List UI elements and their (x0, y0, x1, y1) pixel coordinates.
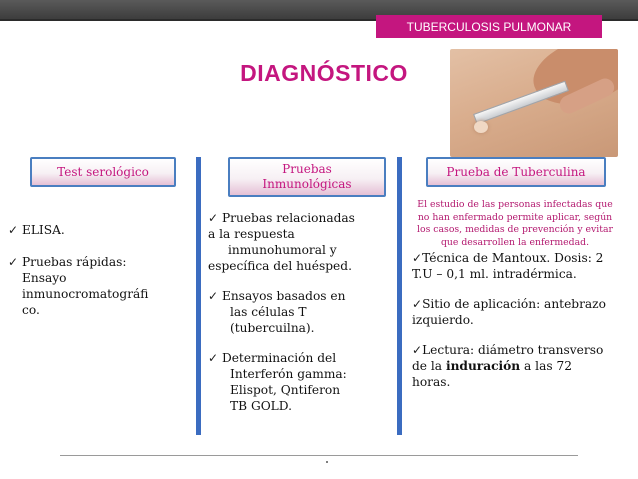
skin-bleb (474, 121, 488, 133)
list-item-text: Lectura: diámetro transverso (422, 343, 604, 357)
list-item-text: Elispot, Qntiferon (230, 383, 341, 397)
list-item (8, 254, 188, 318)
list-item-text: Determinación del (221, 351, 337, 365)
footer-dot (326, 461, 328, 463)
checkmark-icon: ✓ (8, 223, 19, 237)
list-item-text: inmunohumoral y (228, 243, 337, 257)
list-item (8, 222, 188, 238)
list-item-text: las células T (230, 305, 307, 319)
footer-divider (60, 455, 578, 456)
column-header-immunologic-line2: Inmunológicas (262, 177, 352, 191)
list-item (412, 342, 622, 390)
column-divider (196, 157, 201, 435)
list-item-text: Sitio de aplicación: antebrazo (422, 297, 606, 311)
checkmark-icon: ✓ (8, 255, 19, 269)
column-header-serologic: Test serológico (30, 157, 176, 187)
checkmark-icon: ✓ (208, 211, 219, 225)
list-item-text: inmunocromatográfi (22, 287, 149, 301)
list-item-text: Ensayo (22, 271, 67, 285)
column-header-tuberculin: Prueba de Tuberculina (426, 157, 606, 187)
tuberculin-note: El estudio de las personas infectadas que no han enfermado permite aplicar, según los casos, medidas de prevención y evitar que desarrollen la enfermedad. (417, 199, 613, 248)
list-item (412, 296, 622, 328)
checkmark-icon: ✓ (412, 343, 423, 357)
emphasis-text: induración (445, 359, 521, 373)
checkmark-icon: ✓ (412, 251, 423, 265)
list-item (412, 250, 622, 282)
list-item-text: T.U – 0,1 ml. intradérmica. (412, 267, 577, 281)
immunologic-list (208, 210, 390, 428)
list-item-text: (tubercuilna). (230, 321, 315, 335)
list-item-text: TB GOLD. (230, 399, 292, 413)
column-header-immunologic-line1: Pruebas (282, 162, 332, 176)
list-item-text: Interferón gamma: (230, 367, 347, 381)
list-item-text: horas. (412, 375, 451, 389)
column-header-immunologic (228, 157, 386, 197)
list-item-text: Ensayos basados en (221, 289, 346, 303)
list-item-text: Pruebas relacionadas (221, 211, 355, 225)
list-item (208, 288, 390, 336)
tuberculin-list (412, 250, 622, 404)
list-item-text: izquierdo. (412, 313, 474, 327)
list-item-text: a las 72 (520, 359, 572, 373)
list-item-text: a la respuesta (208, 227, 295, 241)
checkmark-icon: ✓ (412, 297, 423, 311)
section-tag: TUBERCULOSIS PULMONAR (376, 15, 602, 38)
list-item-text: co. (22, 303, 40, 317)
list-item-text: Técnica de Mantoux. Dosis: 2 (422, 251, 604, 265)
list-item-text: ELISA. (21, 223, 65, 237)
checkmark-icon: ✓ (208, 351, 219, 365)
list-item-text: específica del huésped. (208, 259, 352, 273)
serologic-list (8, 222, 188, 332)
list-item-text: Pruebas rápidas: (21, 255, 127, 269)
checkmark-icon: ✓ (208, 289, 219, 303)
injection-photo (450, 49, 618, 157)
column-divider (397, 157, 402, 435)
list-item-text: de la (412, 359, 446, 373)
list-item (208, 350, 390, 414)
list-item (208, 210, 390, 274)
page-title: DIAGNÓSTICO (240, 60, 408, 86)
